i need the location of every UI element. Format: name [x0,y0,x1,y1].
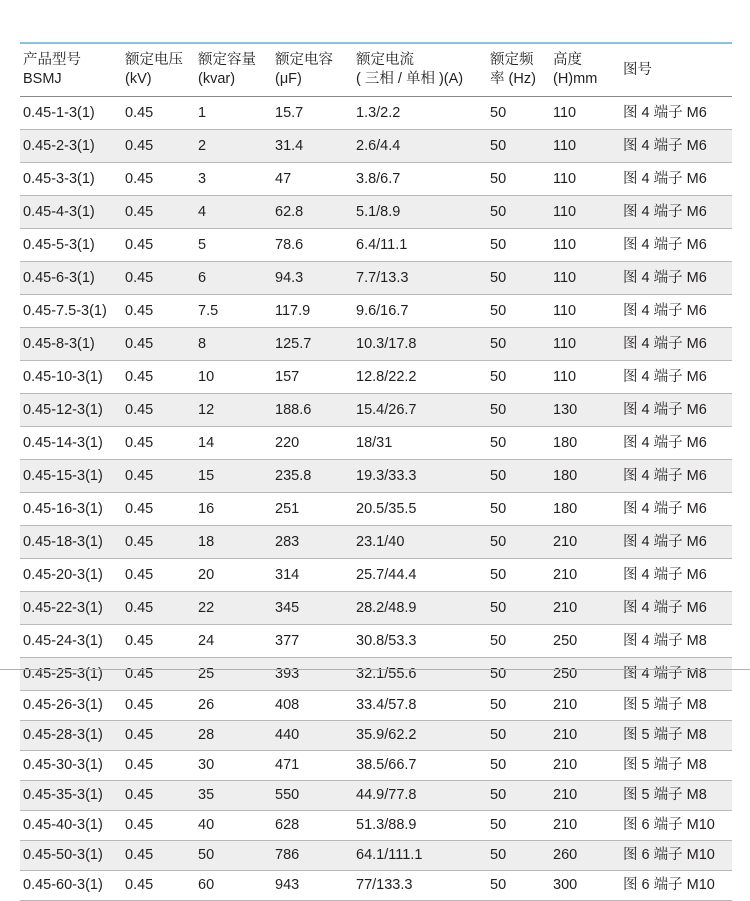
cell-voltage: 0.45 [125,237,154,253]
cell-model: 0.45-24-3(1) [23,633,103,649]
cell-capacitance: 157 [275,369,300,385]
cell-height: 260 [553,847,578,863]
cell-capacity: 40 [198,817,215,833]
table-row [20,871,732,901]
cell-current: 18/31 [356,435,393,451]
cell-voltage: 0.45 [125,336,154,352]
cell-model: 0.45-60-3(1) [23,877,103,893]
cell-capacity: 3 [198,171,207,187]
cell-current: 77/133.3 [356,877,413,893]
cell-frequency: 50 [490,270,507,286]
cell-voltage: 0.45 [125,877,154,893]
cell-capacity: 15 [198,468,215,484]
cell-voltage: 0.45 [125,402,154,418]
cell-capacitance: 471 [275,757,300,773]
cell-frequency: 50 [490,877,507,893]
cell-capacitance: 628 [275,817,300,833]
cell-frequency: 50 [490,600,507,616]
table-row [20,751,732,781]
cell-frequency: 50 [490,105,507,121]
header-rated-voltage: 额定电压 (kV) [125,52,183,87]
cell-figure: 图 4 端子 M6 [623,303,707,319]
cell-current: 5.1/8.9 [356,204,401,220]
cell-frequency: 50 [490,501,507,517]
cell-capacity: 28 [198,727,215,743]
cell-voltage: 0.45 [125,501,154,517]
header-rated-capacity: 额定容量 (kvar) [198,52,256,87]
cell-figure: 图 6 端子 M10 [623,877,715,893]
cell-voltage: 0.45 [125,171,154,187]
cell-current: 35.9/62.2 [356,727,417,743]
cell-frequency: 50 [490,369,507,385]
cell-height: 210 [553,727,578,743]
cell-voltage: 0.45 [125,204,154,220]
table-row [20,811,732,841]
cell-voltage: 0.45 [125,600,154,616]
table-row [20,526,732,559]
cell-height: 210 [553,600,578,616]
cell-height: 180 [553,435,578,451]
cell-voltage: 0.45 [125,435,154,451]
cell-frequency: 50 [490,237,507,253]
table-row [20,295,732,328]
cell-capacitance: 786 [275,847,300,863]
cell-capacitance: 188.6 [275,402,312,418]
cell-frequency: 50 [490,468,507,484]
table-row [20,781,732,811]
table-row [20,559,732,592]
cell-figure: 图 4 端子 M6 [623,468,707,484]
cell-capacity: 20 [198,567,215,583]
cell-current: 20.5/35.5 [356,501,417,517]
table-header [20,42,732,97]
cell-model: 0.45-25-3(1) [23,666,103,682]
table-row [20,97,732,130]
cell-current: 38.5/66.7 [356,757,417,773]
cell-model: 0.45-5-3(1) [23,237,95,253]
cell-height: 210 [553,817,578,833]
cell-figure: 图 4 端子 M8 [623,666,707,682]
cell-frequency: 50 [490,303,507,319]
cell-capacitance: 345 [275,600,300,616]
cell-frequency: 50 [490,697,507,713]
table-row [20,394,732,427]
cell-model: 0.45-7.5-3(1) [23,303,107,319]
table-body [20,97,732,901]
cell-model: 0.45-26-3(1) [23,697,103,713]
cell-capacity: 5 [198,237,207,253]
cell-model: 0.45-15-3(1) [23,468,103,484]
cell-figure: 图 4 端子 M6 [623,105,707,121]
table-row [20,328,732,361]
cell-current: 33.4/57.8 [356,697,417,713]
cell-capacitance: 117.9 [275,303,311,319]
cell-capacity: 14 [198,435,215,451]
cell-current: 1.3/2.2 [356,105,401,121]
cell-figure: 图 4 端子 M6 [623,501,707,517]
cell-height: 110 [553,171,577,187]
cell-capacity: 50 [198,847,215,863]
cell-capacitance: 408 [275,697,300,713]
cell-frequency: 50 [490,666,507,682]
cell-current: 12.8/22.2 [356,369,417,385]
cell-frequency: 50 [490,727,507,743]
cell-capacity: 25 [198,666,215,682]
cell-capacitance: 550 [275,787,300,803]
cell-capacitance: 235.8 [275,468,312,484]
cell-voltage: 0.45 [125,567,154,583]
cell-capacitance: 283 [275,534,300,550]
cell-figure: 图 4 端子 M6 [623,204,707,220]
cell-model: 0.45-35-3(1) [23,787,103,803]
cell-current: 30.8/53.3 [356,633,417,649]
header-height: 高度 (H)mm [553,52,598,87]
cell-voltage: 0.45 [125,468,154,484]
cell-figure: 图 5 端子 M8 [623,727,707,743]
cell-height: 250 [553,633,578,649]
cell-current: 44.9/77.8 [356,787,417,803]
cell-model: 0.45-2-3(1) [23,138,95,154]
cell-model: 0.45-10-3(1) [23,369,103,385]
cell-capacity: 7.5 [198,303,219,319]
cell-capacity: 12 [198,402,215,418]
cell-current: 6.4/11.1 [356,237,408,253]
cell-model: 0.45-1-3(1) [23,105,95,121]
cell-figure: 图 4 端子 M6 [623,138,707,154]
table-row [20,658,732,691]
header-figure-no: 图号 [623,62,652,78]
cell-frequency: 50 [490,817,507,833]
page-divider [0,669,750,670]
cell-model: 0.45-3-3(1) [23,171,95,187]
cell-capacity: 10 [198,369,215,385]
cell-height: 110 [553,336,577,352]
cell-height: 180 [553,468,578,484]
cell-voltage: 0.45 [125,303,154,319]
header-rated-frequency: 额定频 率 (Hz) [490,52,536,87]
cell-figure: 图 4 端子 M6 [623,336,707,352]
table-row [20,691,732,721]
cell-model: 0.45-30-3(1) [23,757,103,773]
cell-current: 10.3/17.8 [356,336,417,352]
cell-frequency: 50 [490,534,507,550]
cell-capacity: 24 [198,633,215,649]
cell-capacitance: 943 [275,877,300,893]
cell-figure: 图 5 端子 M8 [623,757,707,773]
cell-capacitance: 251 [275,501,300,517]
cell-model: 0.45-16-3(1) [23,501,103,517]
table-row [20,721,732,751]
cell-capacitance: 31.4 [275,138,304,154]
cell-current: 2.6/4.4 [356,138,401,154]
cell-figure: 图 4 端子 M6 [623,600,707,616]
header-rated-current: 额定电流 ( 三相 / 单相 )(A) [356,52,464,87]
cell-model: 0.45-22-3(1) [23,600,103,616]
cell-voltage: 0.45 [125,847,154,863]
table-row [20,163,732,196]
cell-model: 0.45-50-3(1) [23,847,103,863]
cell-capacitance: 377 [275,633,300,649]
cell-height: 110 [553,270,577,286]
cell-voltage: 0.45 [125,270,154,286]
cell-capacitance: 440 [275,727,300,743]
cell-frequency: 50 [490,204,507,220]
table-row [20,592,732,625]
cell-capacitance: 62.8 [275,204,304,220]
cell-frequency: 50 [490,847,507,863]
cell-voltage: 0.45 [125,138,154,154]
cell-current: 23.1/40 [356,534,405,550]
capacitor-spec-table [20,42,732,901]
cell-current: 3.8/6.7 [356,171,401,187]
cell-current: 32.1/55.6 [356,666,417,682]
cell-voltage: 0.45 [125,369,154,385]
cell-voltage: 0.45 [125,787,154,803]
cell-model: 0.45-12-3(1) [23,402,103,418]
cell-model: 0.45-4-3(1) [23,204,95,220]
cell-capacity: 22 [198,600,215,616]
cell-voltage: 0.45 [125,817,154,833]
cell-capacity: 4 [198,204,207,220]
header-rated-capacitance: 额定电容 (μF) [275,52,333,87]
cell-height: 110 [553,204,577,220]
cell-height: 210 [553,567,578,583]
cell-voltage: 0.45 [125,757,154,773]
cell-figure: 图 5 端子 M8 [623,697,707,713]
cell-capacitance: 47 [275,171,292,187]
cell-capacity: 60 [198,877,215,893]
cell-voltage: 0.45 [125,697,154,713]
cell-model: 0.45-18-3(1) [23,534,103,550]
cell-height: 250 [553,666,578,682]
cell-capacitance: 78.6 [275,237,304,253]
table-row [20,229,732,262]
cell-height: 110 [553,303,577,319]
cell-figure: 图 4 端子 M6 [623,237,707,253]
cell-figure: 图 6 端子 M10 [623,847,715,863]
cell-capacity: 18 [198,534,215,550]
cell-voltage: 0.45 [125,105,154,121]
cell-frequency: 50 [490,567,507,583]
cell-model: 0.45-40-3(1) [23,817,103,833]
cell-figure: 图 4 端子 M6 [623,270,707,286]
cell-figure: 图 6 端子 M10 [623,817,715,833]
cell-voltage: 0.45 [125,666,154,682]
table-row [20,460,732,493]
cell-figure: 图 4 端子 M6 [623,435,707,451]
cell-figure: 图 4 端子 M6 [623,402,707,418]
cell-capacitance: 314 [275,567,300,583]
cell-voltage: 0.45 [125,727,154,743]
header-model: 产品型号 BSMJ [23,52,81,87]
cell-capacity: 26 [198,697,215,713]
cell-current: 51.3/88.9 [356,817,417,833]
cell-figure: 图 4 端子 M6 [623,171,707,187]
cell-frequency: 50 [490,757,507,773]
cell-height: 130 [553,402,578,418]
cell-capacitance: 220 [275,435,300,451]
cell-model: 0.45-6-3(1) [23,270,95,286]
cell-model: 0.45-28-3(1) [23,727,103,743]
cell-current: 64.1/111.1 [356,847,423,863]
table-row [20,196,732,229]
cell-current: 25.7/44.4 [356,567,417,583]
cell-height: 210 [553,757,578,773]
cell-figure: 图 5 端子 M8 [623,787,707,803]
cell-height: 210 [553,534,578,550]
cell-frequency: 50 [490,633,507,649]
table-row [20,262,732,295]
cell-capacity: 16 [198,501,215,517]
table-row [20,361,732,394]
cell-frequency: 50 [490,336,507,352]
cell-current: 28.2/48.9 [356,600,417,616]
table-row [20,130,732,163]
cell-model: 0.45-14-3(1) [23,435,103,451]
table-row [20,841,732,871]
cell-figure: 图 4 端子 M6 [623,567,707,583]
cell-frequency: 50 [490,138,507,154]
cell-capacity: 6 [198,270,207,286]
cell-capacitance: 393 [275,666,300,682]
cell-height: 210 [553,697,578,713]
cell-current: 9.6/16.7 [356,303,409,319]
cell-voltage: 0.45 [125,633,154,649]
cell-frequency: 50 [490,435,507,451]
cell-capacity: 1 [198,105,207,121]
cell-height: 180 [553,501,578,517]
cell-figure: 图 4 端子 M6 [623,369,707,385]
cell-height: 110 [553,105,577,121]
cell-capacitance: 94.3 [275,270,304,286]
cell-current: 7.7/13.3 [356,270,409,286]
table-row [20,427,732,460]
cell-frequency: 50 [490,171,507,187]
cell-frequency: 50 [490,402,507,418]
cell-height: 110 [553,237,577,253]
cell-height: 300 [553,877,578,893]
cell-voltage: 0.45 [125,534,154,550]
cell-current: 15.4/26.7 [356,402,417,418]
cell-model: 0.45-20-3(1) [23,567,103,583]
cell-figure: 图 4 端子 M8 [623,633,707,649]
cell-frequency: 50 [490,787,507,803]
cell-height: 110 [553,369,577,385]
cell-capacitance: 125.7 [275,336,312,352]
cell-capacity: 8 [198,336,207,352]
cell-capacity: 30 [198,757,215,773]
cell-current: 19.3/33.3 [356,468,417,484]
cell-height: 110 [553,138,577,154]
cell-model: 0.45-8-3(1) [23,336,95,352]
cell-capacity: 35 [198,787,215,803]
cell-height: 210 [553,787,578,803]
cell-capacitance: 15.7 [275,105,304,121]
table-row [20,493,732,526]
cell-capacity: 2 [198,138,207,154]
cell-figure: 图 4 端子 M6 [623,534,707,550]
table-row [20,625,732,658]
